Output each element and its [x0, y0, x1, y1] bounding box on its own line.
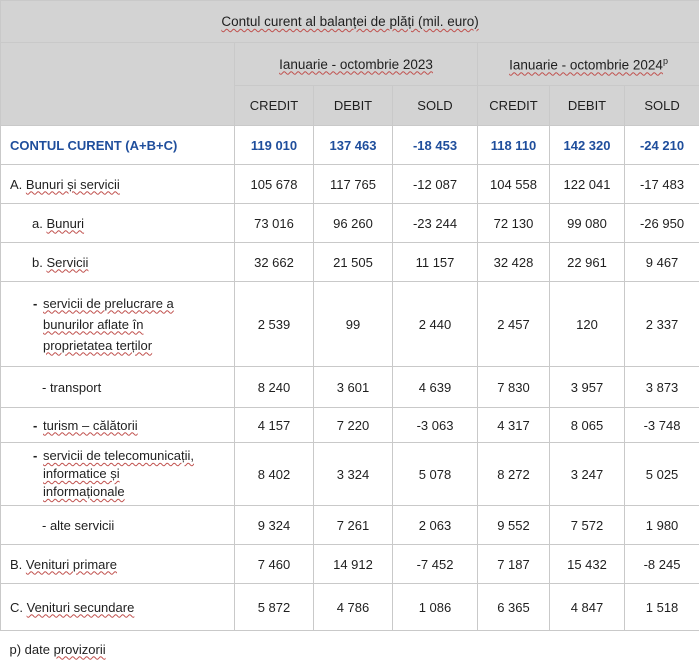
- cell-value: 3 957: [550, 367, 625, 408]
- row-label: A. Bunuri și servicii: [1, 165, 235, 204]
- cell-value: 2 457: [478, 282, 550, 367]
- cell-value: 4 847: [550, 584, 625, 631]
- cell-value: 8 272: [478, 443, 550, 506]
- cell-value: -23 244: [393, 204, 478, 243]
- row-label: CONTUL CURENT (A+B+C): [1, 126, 235, 165]
- cell-value: 21 505: [314, 243, 393, 282]
- cell-value: 6 365: [478, 584, 550, 631]
- table-row-goods: [1, 204, 699, 243]
- sold-2024-header: SOLD: [625, 86, 699, 126]
- table-row-services: [1, 243, 699, 282]
- cell-value: 8 240: [235, 367, 314, 408]
- cell-value: 2 337: [625, 282, 699, 367]
- row-label: - alte servicii: [1, 506, 235, 545]
- table-row-secondary-income: [1, 584, 699, 631]
- cell-value: 8 402: [235, 443, 314, 506]
- cell-value: 9 467: [625, 243, 699, 282]
- cell-value: 4 786: [314, 584, 393, 631]
- cell-value: 5 078: [393, 443, 478, 506]
- cell-value: 99: [314, 282, 393, 367]
- cell-value: 7 572: [550, 506, 625, 545]
- cell-value: 72 130: [478, 204, 550, 243]
- table-title: [1, 1, 699, 43]
- cell-value: 122 041: [550, 165, 625, 204]
- cell-value: 32 662: [235, 243, 314, 282]
- row-label: - servicii de telecomunicații, informatice și informaționale: [1, 443, 235, 506]
- cell-value: 7 830: [478, 367, 550, 408]
- cell-value: 73 016: [235, 204, 314, 243]
- cell-value: 2 440: [393, 282, 478, 367]
- cell-value: 119 010: [235, 126, 314, 165]
- cell-value: 105 678: [235, 165, 314, 204]
- period-header-row: [1, 43, 699, 86]
- label-header-cell: [1, 43, 235, 126]
- cell-value: 14 912: [314, 545, 393, 584]
- cell-value: 5 872: [235, 584, 314, 631]
- table-row-telecom-services: [1, 443, 699, 506]
- cell-value: 3 601: [314, 367, 393, 408]
- cell-value: 99 080: [550, 204, 625, 243]
- credit-2023-header: CREDIT: [235, 86, 314, 126]
- cell-value: 1 980: [625, 506, 699, 545]
- row-label: a. Bunuri: [1, 204, 235, 243]
- table-row-goods-services: [1, 165, 699, 204]
- cell-value: 5 025: [625, 443, 699, 506]
- cell-value: 4 639: [393, 367, 478, 408]
- cell-value: 4 317: [478, 408, 550, 443]
- table-row-current-account: [1, 126, 699, 165]
- table-row-other-services: [1, 506, 699, 545]
- cell-value: 9 552: [478, 506, 550, 545]
- cell-value: 117 765: [314, 165, 393, 204]
- cell-value: 11 157: [393, 243, 478, 282]
- cell-value: 3 247: [550, 443, 625, 506]
- cell-value: 22 961: [550, 243, 625, 282]
- row-label: - transport: [1, 367, 235, 408]
- row-label: - servicii de prelucrare a bunurilor aflate în proprietatea terților: [1, 282, 235, 367]
- provisional-marker: p: [662, 55, 668, 66]
- cell-value: 32 428: [478, 243, 550, 282]
- credit-2024-header: CREDIT: [478, 86, 550, 126]
- cell-value: -18 453: [393, 126, 478, 165]
- cell-value: -7 452: [393, 545, 478, 584]
- table-row-processing-services: [1, 282, 699, 367]
- row-label: B. Venituri primare: [1, 545, 235, 584]
- cell-value: 118 110: [478, 126, 550, 165]
- period-2024-header: Ianuarie - octombrie 2024$^p$: [478, 43, 699, 86]
- cell-value: 137 463: [314, 126, 393, 165]
- debit-2024-header: DEBIT: [550, 86, 625, 126]
- cell-value: 15 432: [550, 545, 625, 584]
- footnote: p) date provizorii: [1, 631, 699, 668]
- cell-value: 2 063: [393, 506, 478, 545]
- row-label: - turism – călătorii: [1, 408, 235, 443]
- cell-value: -17 483: [625, 165, 699, 204]
- cell-value: 96 260: [314, 204, 393, 243]
- cell-value: 7 261: [314, 506, 393, 545]
- cell-value: -24 210: [625, 126, 699, 165]
- cell-value: 4 157: [235, 408, 314, 443]
- table-title-text: Contul curent al balanței de plăți (mil. euro): [221, 14, 479, 29]
- cell-value: -3 748: [625, 408, 699, 443]
- cell-value: 120: [550, 282, 625, 367]
- row-label: C. Venituri secundare: [1, 584, 235, 631]
- table-row-tourism: [1, 408, 699, 443]
- cell-value: -12 087: [393, 165, 478, 204]
- table-row-transport: [1, 367, 699, 408]
- cell-value: -3 063: [393, 408, 478, 443]
- cell-value: 3 324: [314, 443, 393, 506]
- cell-value: 142 320: [550, 126, 625, 165]
- cell-value: 9 324: [235, 506, 314, 545]
- cell-value: -26 950: [625, 204, 699, 243]
- debit-2023-header: DEBIT: [314, 86, 393, 126]
- footnote-row: [1, 631, 699, 668]
- cell-value: 8 065: [550, 408, 625, 443]
- cell-value: 1 518: [625, 584, 699, 631]
- period-2023-header: Ianuarie - octombrie 2023: [235, 43, 478, 86]
- cell-value: 7 187: [478, 545, 550, 584]
- cell-value: 3 873: [625, 367, 699, 408]
- cell-value: 104 558: [478, 165, 550, 204]
- table-row-primary-income: [1, 545, 699, 584]
- cell-value: -8 245: [625, 545, 699, 584]
- row-label: b. Servicii: [1, 243, 235, 282]
- sold-2023-header: SOLD: [393, 86, 478, 126]
- cell-value: 2 539: [235, 282, 314, 367]
- cell-value: 7 220: [314, 408, 393, 443]
- cell-value: 7 460: [235, 545, 314, 584]
- cell-value: 1 086: [393, 584, 478, 631]
- title-row: [1, 1, 699, 43]
